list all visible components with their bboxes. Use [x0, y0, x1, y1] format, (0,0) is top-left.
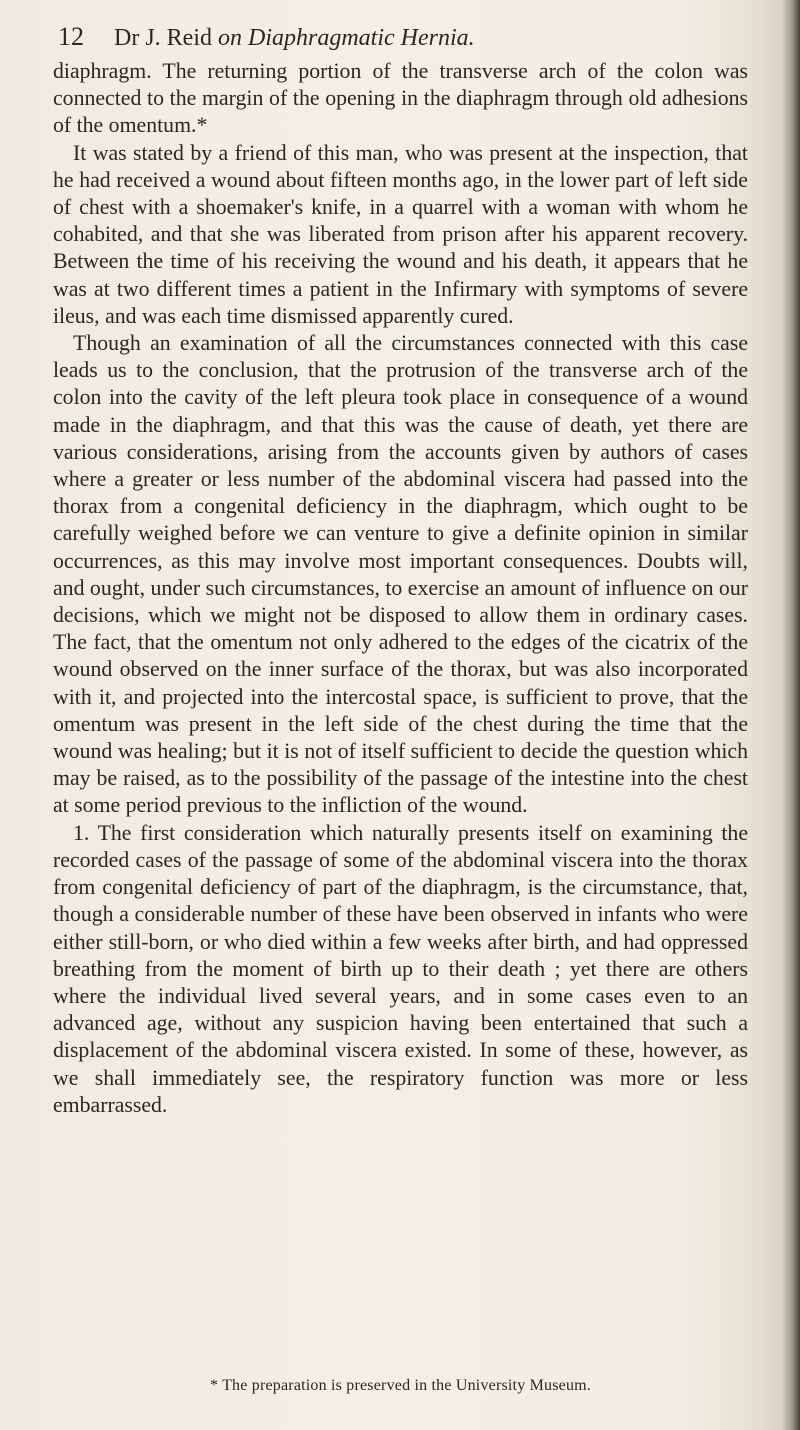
footnote: * The preparation is preserved in the University Museum. — [209, 1377, 592, 1394]
page-binding-shadow — [782, 0, 800, 1430]
paragraph-considerations: Though an examination of all the circumstances connected with this case leads us to the conclusion, that the protrusion of the transverse arch of the colon into the cavity of the left pleura took place in consequence of a wound made in the diaphragm, and that this was the cause of death, yet there are various considerations, arising from the accounts given by authors of cases where a greater or less number of the abdominal viscera had passed into the thorax from a congenital deficiency in the diaphragm, which ought to be carefully weighed before we can venture to give a definite opinion in similar occurrences, as this may involve most important consequences. Doubts will, and ought, under such circumstances, to exercise an amount of influence on our decisions, which we might not be disposed to allow them in ordinary cases. The fact, that the omentum not only adhered to the edges of the cicatrix of the wound observed on the inner surface of the thorax, but was also incorporated with it, and projected into the intercostal space, is sufficient to prove, that the omentum was present in the left side of the chest during the time that the wound was healing; but it is not of itself sufficient to decide the question which may be raised, as to the possibility of the passage of the intestine into the chest at some period previous to the infliction of the wound. — [53, 331, 748, 818]
running-title — [114, 23, 475, 53]
body-text — [53, 58, 748, 1119]
paragraph-wound-account: It was stated by a friend of this man, who was present at the inspection, that he had received a wound about fifteen months ago, in the lower part of left side of chest with a shoemaker's knife, in a quarrel with a woman with whom he cohabited, and that she was liberated from prison after his apparent recovery. Between the time of his receiving the wound and his death, it appears that he was at two different times a patient in the Infirmary with symptoms of severe ileus, and was each time dismissed apparently cured. — [53, 140, 748, 328]
paragraph-first-consideration: 1. The first consideration which naturally presents itself on examining the recorded cases of the passage of some of the abdominal viscera into the thorax from congenital deficiency of part of the diaphragm, is the circumstance, that, though a considerable number of these have been observed in infants who were either still-born, or who died within a few weeks after birth, and had oppressed breathing from the moment of birth up to their death ; yet there are others where the individual lived several years, and in some cases even to an advanced age, without any suspicion having been entertained that such a displacement of the abdominal viscera existed. In some of these, however, as we shall immediately see, the respiratory function was more or less embarrassed. — [53, 820, 748, 1117]
page-number: 12 — [58, 22, 84, 51]
running-header — [58, 22, 738, 52]
paragraph-continuation: diaphragm. The returning portion of the transverse arch of the colon was connected to the margin of the opening in the diaphragm through old adhesions of the omentum.* — [53, 59, 748, 138]
header-author: Dr J. Reid — [114, 25, 212, 51]
header-title-italic: on Diaphragmatic Hernia. — [218, 25, 475, 51]
